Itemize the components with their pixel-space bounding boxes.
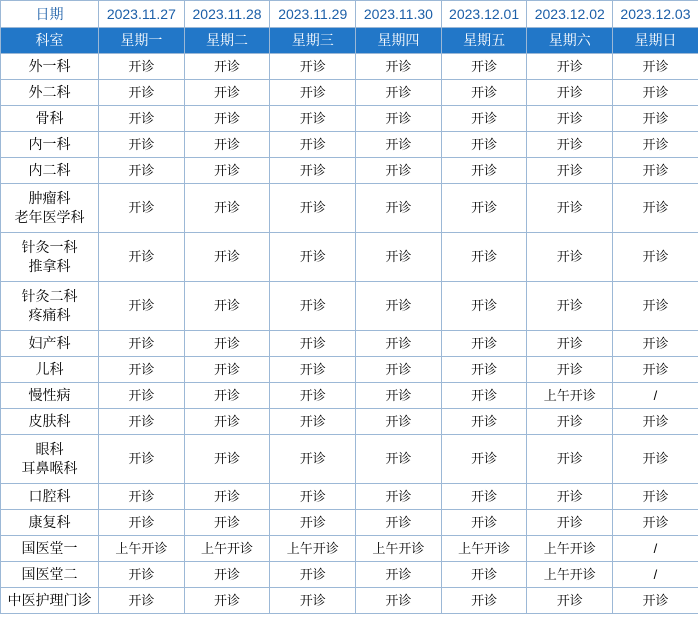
table-row bbox=[1, 54, 698, 80]
schedule-cell: 开诊 bbox=[99, 106, 185, 132]
schedule-cell: 开诊 bbox=[527, 54, 613, 80]
schedule-cell: 开诊 bbox=[99, 132, 185, 158]
table-row bbox=[1, 409, 698, 435]
date-header-7: 2023.12.03 bbox=[613, 1, 698, 28]
schedule-cell: 开诊 bbox=[184, 331, 270, 357]
schedule-cell: 开诊 bbox=[356, 233, 442, 282]
department-name-line: 儿科 bbox=[35, 361, 64, 378]
schedule-cell: 开诊 bbox=[99, 435, 185, 484]
table-row bbox=[1, 484, 698, 510]
schedule-cell: 开诊 bbox=[356, 435, 442, 484]
department-name-line: 眼科 bbox=[35, 441, 64, 458]
schedule-cell: 开诊 bbox=[527, 158, 613, 184]
schedule-cell: 开诊 bbox=[99, 510, 185, 536]
schedule-cell: 上午开诊 bbox=[99, 536, 185, 562]
schedule-cell: 开诊 bbox=[441, 106, 527, 132]
schedule-cell: 开诊 bbox=[99, 562, 185, 588]
schedule-cell: 开诊 bbox=[613, 357, 698, 383]
table-body bbox=[1, 54, 698, 614]
schedule-cell: 开诊 bbox=[184, 282, 270, 331]
schedule-cell: 开诊 bbox=[184, 54, 270, 80]
department-cell bbox=[1, 54, 99, 80]
department-name-line: 疼痛科 bbox=[28, 307, 71, 323]
schedule-cell: 开诊 bbox=[356, 158, 442, 184]
schedule-cell: 开诊 bbox=[613, 132, 698, 158]
schedule-cell: 开诊 bbox=[99, 184, 185, 233]
schedule-cell: 开诊 bbox=[270, 282, 356, 331]
schedule-cell: 开诊 bbox=[527, 357, 613, 383]
schedule-cell: 开诊 bbox=[184, 184, 270, 233]
schedule-cell: 开诊 bbox=[613, 510, 698, 536]
schedule-cell: 开诊 bbox=[270, 80, 356, 106]
schedule-cell: 开诊 bbox=[613, 331, 698, 357]
date-header-5: 2023.12.01 bbox=[441, 1, 527, 28]
table-row bbox=[1, 132, 698, 158]
schedule-cell: 开诊 bbox=[356, 132, 442, 158]
department-cell bbox=[1, 409, 99, 435]
schedule-cell: 开诊 bbox=[356, 510, 442, 536]
schedule-cell: 开诊 bbox=[99, 54, 185, 80]
schedule-cell: 开诊 bbox=[527, 484, 613, 510]
department-name-line: 外二科 bbox=[28, 84, 71, 101]
schedule-cell: 开诊 bbox=[184, 158, 270, 184]
schedule-cell: 开诊 bbox=[270, 233, 356, 282]
department-name-line: 口腔科 bbox=[28, 488, 71, 505]
schedule-cell: 开诊 bbox=[356, 282, 442, 331]
department-name-line: 外一科 bbox=[28, 58, 71, 75]
schedule-cell: 开诊 bbox=[99, 158, 185, 184]
table-row bbox=[1, 106, 698, 132]
schedule-cell: 开诊 bbox=[441, 435, 527, 484]
schedule-cell: 开诊 bbox=[441, 562, 527, 588]
schedule-cell: 开诊 bbox=[613, 158, 698, 184]
schedule-cell: 开诊 bbox=[99, 80, 185, 106]
schedule-cell: 开诊 bbox=[356, 80, 442, 106]
schedule-cell: 开诊 bbox=[527, 588, 613, 614]
schedule-cell: 开诊 bbox=[184, 383, 270, 409]
schedule-cell: 开诊 bbox=[184, 588, 270, 614]
schedule-cell: 上午开诊 bbox=[527, 383, 613, 409]
department-name-line: 皮肤科 bbox=[28, 413, 71, 430]
table-row bbox=[1, 158, 698, 184]
schedule-cell: 开诊 bbox=[527, 331, 613, 357]
date-header-3: 2023.11.29 bbox=[270, 1, 356, 28]
schedule-cell: 开诊 bbox=[356, 383, 442, 409]
schedule-cell: 开诊 bbox=[527, 106, 613, 132]
schedule-cell: 开诊 bbox=[613, 484, 698, 510]
table-row bbox=[1, 383, 698, 409]
table-row bbox=[1, 588, 698, 614]
schedule-cell: 开诊 bbox=[184, 484, 270, 510]
table-row bbox=[1, 331, 698, 357]
department-name-line: 推拿科 bbox=[28, 258, 71, 274]
schedule-cell: 开诊 bbox=[99, 484, 185, 510]
schedule-cell: 开诊 bbox=[270, 562, 356, 588]
department-name-line: 国医堂一 bbox=[21, 540, 78, 557]
department-cell bbox=[1, 562, 99, 588]
weekday-header-6: 星期六 bbox=[527, 28, 613, 54]
schedule-cell: / bbox=[613, 383, 698, 409]
schedule-cell: 开诊 bbox=[270, 383, 356, 409]
schedule-cell: 开诊 bbox=[441, 184, 527, 233]
department-cell bbox=[1, 588, 99, 614]
schedule-cell: 开诊 bbox=[184, 106, 270, 132]
department-name-line: 老年医学科 bbox=[14, 209, 85, 225]
schedule-cell: 开诊 bbox=[527, 233, 613, 282]
table-row bbox=[1, 357, 698, 383]
schedule-cell: 开诊 bbox=[441, 409, 527, 435]
department-cell bbox=[1, 383, 99, 409]
date-header-1: 2023.11.27 bbox=[99, 1, 185, 28]
schedule-cell: 开诊 bbox=[441, 383, 527, 409]
schedule-cell: 开诊 bbox=[441, 484, 527, 510]
table-row bbox=[1, 184, 698, 233]
schedule-cell: 开诊 bbox=[613, 588, 698, 614]
department-name-line: 康复科 bbox=[28, 514, 71, 531]
date-header-2: 2023.11.28 bbox=[184, 1, 270, 28]
schedule-cell: 开诊 bbox=[613, 435, 698, 484]
schedule-cell: 开诊 bbox=[613, 80, 698, 106]
schedule-cell: 上午开诊 bbox=[184, 536, 270, 562]
schedule-cell: 开诊 bbox=[270, 132, 356, 158]
schedule-cell: 开诊 bbox=[270, 588, 356, 614]
department-cell bbox=[1, 536, 99, 562]
weekday-header-7: 星期日 bbox=[613, 28, 698, 54]
schedule-cell: / bbox=[613, 536, 698, 562]
department-cell bbox=[1, 184, 99, 233]
table-row bbox=[1, 562, 698, 588]
table-row bbox=[1, 435, 698, 484]
schedule-cell: 开诊 bbox=[527, 184, 613, 233]
department-name-line: 耳鼻喉科 bbox=[21, 460, 78, 476]
schedule-cell: 开诊 bbox=[99, 233, 185, 282]
schedule-cell: 开诊 bbox=[99, 588, 185, 614]
schedule-cell: 开诊 bbox=[99, 409, 185, 435]
department-name-line: 中医护理门诊 bbox=[7, 592, 92, 609]
weekday-header-5: 星期五 bbox=[441, 28, 527, 54]
schedule-cell: 开诊 bbox=[527, 510, 613, 536]
schedule-cell: 开诊 bbox=[356, 588, 442, 614]
department-name-line: 国医堂二 bbox=[21, 566, 78, 583]
schedule-cell: 开诊 bbox=[270, 484, 356, 510]
schedule-cell: 开诊 bbox=[527, 132, 613, 158]
schedule-cell: 开诊 bbox=[441, 510, 527, 536]
department-cell bbox=[1, 233, 99, 282]
schedule-cell: 上午开诊 bbox=[527, 562, 613, 588]
schedule-cell: 开诊 bbox=[613, 409, 698, 435]
schedule-cell: 开诊 bbox=[441, 80, 527, 106]
schedule-cell: 开诊 bbox=[270, 158, 356, 184]
department-cell bbox=[1, 132, 99, 158]
schedule-cell: 开诊 bbox=[613, 54, 698, 80]
schedule-cell: 开诊 bbox=[441, 331, 527, 357]
schedule-cell: 开诊 bbox=[356, 409, 442, 435]
table-row bbox=[1, 282, 698, 331]
schedule-cell: 开诊 bbox=[613, 106, 698, 132]
department-cell bbox=[1, 282, 99, 331]
department-cell bbox=[1, 158, 99, 184]
schedule-cell: 开诊 bbox=[527, 80, 613, 106]
header-row-weekdays bbox=[1, 28, 698, 54]
department-cell bbox=[1, 484, 99, 510]
schedule-cell: 开诊 bbox=[441, 588, 527, 614]
date-header-6: 2023.12.02 bbox=[527, 1, 613, 28]
department-cell bbox=[1, 80, 99, 106]
schedule-cell: 开诊 bbox=[184, 132, 270, 158]
weekday-header-4: 星期四 bbox=[356, 28, 442, 54]
schedule-cell: 开诊 bbox=[613, 282, 698, 331]
department-name-line: 内一科 bbox=[28, 136, 71, 153]
schedule-cell: 开诊 bbox=[441, 132, 527, 158]
schedule-cell: 开诊 bbox=[184, 233, 270, 282]
schedule-cell: 开诊 bbox=[270, 106, 356, 132]
table-header bbox=[1, 1, 698, 54]
schedule-cell: 开诊 bbox=[356, 106, 442, 132]
schedule-cell: 开诊 bbox=[270, 409, 356, 435]
schedule-cell: 上午开诊 bbox=[441, 536, 527, 562]
department-cell bbox=[1, 357, 99, 383]
department-name-line: 骨科 bbox=[35, 110, 64, 127]
schedule-cell: 开诊 bbox=[441, 357, 527, 383]
schedule-cell: / bbox=[613, 562, 698, 588]
schedule-cell: 开诊 bbox=[184, 357, 270, 383]
schedule-cell: 开诊 bbox=[441, 54, 527, 80]
table-row bbox=[1, 536, 698, 562]
schedule-cell: 开诊 bbox=[270, 184, 356, 233]
schedule-cell: 开诊 bbox=[99, 282, 185, 331]
dept-header: 科室 bbox=[1, 28, 99, 54]
schedule-cell: 开诊 bbox=[356, 184, 442, 233]
department-cell bbox=[1, 510, 99, 536]
schedule-cell: 开诊 bbox=[184, 510, 270, 536]
department-name-line: 针灸一科 bbox=[21, 239, 78, 256]
schedule-cell: 开诊 bbox=[99, 383, 185, 409]
table-row bbox=[1, 80, 698, 106]
corner-label: 日期 bbox=[1, 1, 99, 28]
schedule-cell: 开诊 bbox=[270, 54, 356, 80]
schedule-cell: 开诊 bbox=[99, 357, 185, 383]
date-header-4: 2023.11.30 bbox=[356, 1, 442, 28]
schedule-cell: 开诊 bbox=[527, 409, 613, 435]
schedule-cell: 开诊 bbox=[356, 357, 442, 383]
schedule-cell: 开诊 bbox=[99, 331, 185, 357]
schedule-cell: 上午开诊 bbox=[270, 536, 356, 562]
schedule-cell: 开诊 bbox=[356, 484, 442, 510]
schedule-cell: 开诊 bbox=[441, 282, 527, 331]
schedule-cell: 开诊 bbox=[184, 435, 270, 484]
department-name-line: 内二科 bbox=[28, 162, 71, 179]
header-row-dates bbox=[1, 1, 698, 28]
schedule-cell: 开诊 bbox=[184, 562, 270, 588]
schedule-cell: 开诊 bbox=[527, 282, 613, 331]
table-row bbox=[1, 510, 698, 536]
schedule-cell: 开诊 bbox=[356, 331, 442, 357]
schedule-cell: 开诊 bbox=[184, 409, 270, 435]
department-cell bbox=[1, 435, 99, 484]
department-name-line: 妇产科 bbox=[28, 335, 71, 352]
schedule-cell: 开诊 bbox=[441, 158, 527, 184]
schedule-cell: 上午开诊 bbox=[356, 536, 442, 562]
department-name-line: 肿瘤科 bbox=[28, 190, 71, 207]
schedule-cell: 上午开诊 bbox=[527, 536, 613, 562]
weekday-header-2: 星期二 bbox=[184, 28, 270, 54]
weekday-header-3: 星期三 bbox=[270, 28, 356, 54]
department-cell bbox=[1, 331, 99, 357]
schedule-cell: 开诊 bbox=[184, 80, 270, 106]
department-name-line: 针灸二科 bbox=[21, 288, 78, 305]
schedule-cell: 开诊 bbox=[613, 184, 698, 233]
schedule-cell: 开诊 bbox=[270, 510, 356, 536]
schedule-cell: 开诊 bbox=[270, 357, 356, 383]
table-row bbox=[1, 233, 698, 282]
schedule-cell: 开诊 bbox=[356, 54, 442, 80]
department-cell bbox=[1, 106, 99, 132]
schedule-cell: 开诊 bbox=[441, 233, 527, 282]
schedule-cell: 开诊 bbox=[527, 435, 613, 484]
department-name-line: 慢性病 bbox=[28, 387, 71, 404]
weekday-header-1: 星期一 bbox=[99, 28, 185, 54]
schedule-cell: 开诊 bbox=[270, 331, 356, 357]
schedule-cell: 开诊 bbox=[356, 562, 442, 588]
schedule-cell: 开诊 bbox=[270, 435, 356, 484]
schedule-cell: 开诊 bbox=[613, 233, 698, 282]
